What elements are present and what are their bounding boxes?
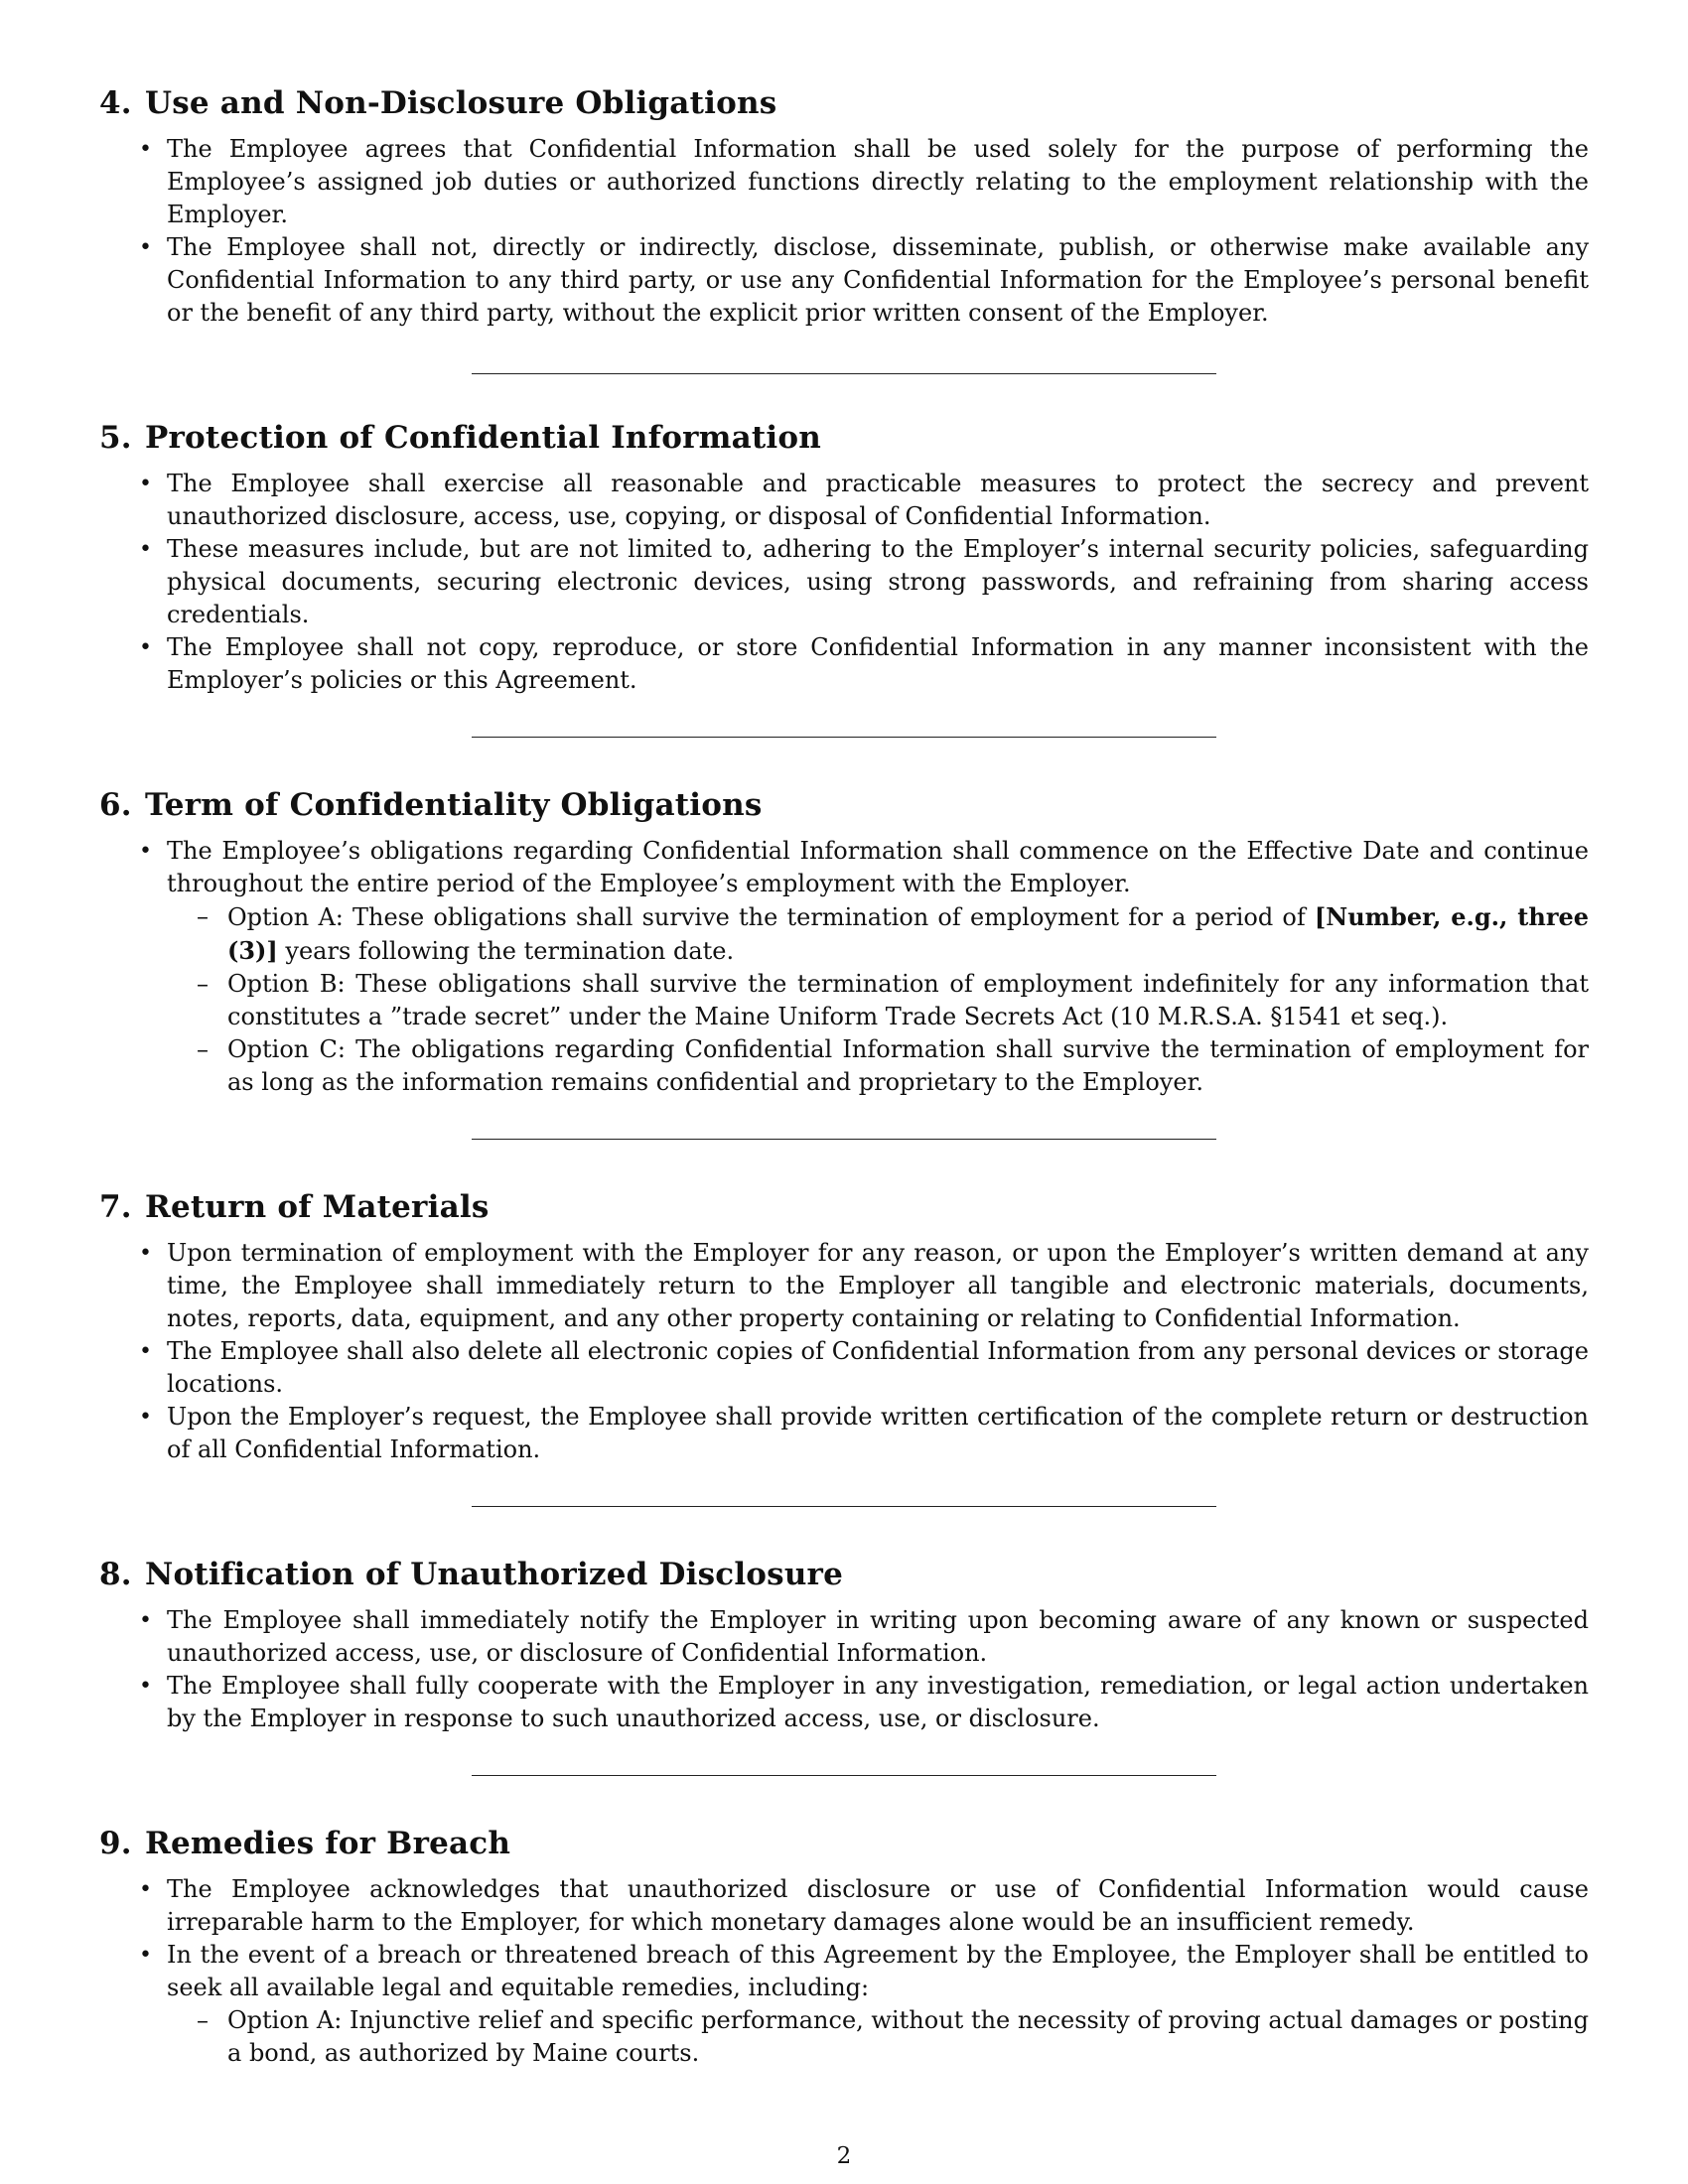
list-item-text: These measures include, but are not limited to, adhering to the Employer’s internal security policies, safeguarding physical documents, securing electronic devices, using strong passwords, and refraining from sharing access credentials.: [167, 535, 1589, 628]
list-item: [99, 1604, 1589, 1670]
section-heading: [99, 1555, 1589, 1594]
option-a: [167, 2004, 1589, 2070]
section-heading: [99, 785, 1589, 825]
section-number: 4.: [99, 85, 132, 121]
option-a-text-end: years following the termination date.: [277, 937, 735, 965]
bullet-marker: •: [139, 137, 152, 162]
section-heading: [99, 83, 1589, 123]
list-item: [99, 231, 1589, 330]
section-9: [99, 1824, 1589, 2070]
bullet-list: [99, 1873, 1589, 2070]
list-item-text: The Employee’s obligations regarding Confidential Information shall commence on the Effective Date and continue throughout the entire period of the Employee’s employment with the Employer.: [167, 837, 1589, 897]
bullet-marker: •: [139, 235, 152, 260]
list-item-text: The Employee shall not copy, reproduce, or store Confidential Information in any manner inconsistent with the Employer’s policies or this Agreement.: [167, 633, 1589, 694]
section-divider: [472, 1775, 1216, 1776]
dash-marker: –: [197, 970, 209, 998]
bullet-list: [99, 468, 1589, 697]
list-item: [99, 1873, 1589, 1939]
bullet-marker: •: [139, 537, 152, 562]
list-item-text: The Employee agrees that Confidential Information shall be used solely for the purpose of performing the Employee’s assigned job duties or authorized functions directly relating to the employment relationship with the Employer.: [167, 135, 1589, 228]
section-divider: [472, 373, 1216, 374]
section-5: [99, 418, 1589, 697]
section-heading: [99, 1187, 1589, 1227]
list-item: [99, 1237, 1589, 1335]
list-item: [99, 631, 1589, 697]
section-title: Term of Confidentiality Obligations: [145, 787, 763, 823]
list-item: [99, 1939, 1589, 2070]
list-item: [99, 835, 1589, 1099]
bullet-marker: •: [139, 839, 152, 864]
list-item: [99, 133, 1589, 231]
list-item-text: The Employee shall also delete all electronic copies of Confidential Information from any personal devices or storage locations.: [167, 1337, 1589, 1398]
section-title: Return of Materials: [145, 1189, 490, 1225]
option-c: [167, 1033, 1589, 1099]
section-title: Protection of Confidential Information: [145, 420, 822, 456]
section-number: 8.: [99, 1557, 132, 1592]
bullet-marker: •: [139, 1241, 152, 1266]
section-6: [99, 785, 1589, 1099]
bullet-marker: •: [139, 1877, 152, 1902]
bullet-list: [99, 1604, 1589, 1735]
section-number: 5.: [99, 420, 132, 456]
option-list: [167, 2004, 1589, 2070]
list-item-text: Upon the Employer’s request, the Employee shall provide written certification of the complete return or destruction of all Confidential Information.: [167, 1403, 1589, 1463]
list-item-text: The Employee shall fully cooperate with the Employer in any investigation, remediation, or legal action undertaken by the Employer in response to such unauthorized access, use, or disclosure.: [167, 1672, 1589, 1732]
section-divider: [472, 1506, 1216, 1507]
list-item-text: The Employee acknowledges that unauthorized disclosure or use of Confidential Information would cause irreparable harm to the Employer, for which monetary damages alone would be an insufficient remedy.: [167, 1875, 1589, 1936]
section-title: Use and Non-Disclosure Obligations: [145, 85, 777, 121]
dash-marker: –: [197, 1035, 209, 1063]
duration-placeholder: [Number, e.g., three (3)]: [227, 902, 1589, 965]
bullet-marker: •: [139, 1339, 152, 1364]
bullet-marker: •: [139, 1943, 152, 1968]
list-item: [99, 533, 1589, 631]
bullet-marker: •: [139, 472, 152, 496]
section-7: [99, 1187, 1589, 1466]
option-b: [167, 968, 1589, 1033]
list-item-text: The Employee shall exercise all reasonable and practicable measures to protect the secrecy and prevent unauthorized disclosure, access, use, copying, or disposal of Confidential Information.: [167, 470, 1589, 530]
option-a: [167, 900, 1589, 968]
section-number: 9.: [99, 1826, 132, 1861]
section-divider: [472, 1139, 1216, 1140]
section-title: Remedies for Breach: [145, 1826, 511, 1861]
document-body: [99, 83, 1589, 2070]
page-number: 2: [836, 2143, 852, 2169]
list-item-text: The Employee shall not, directly or indirectly, disclose, disseminate, publish, or otherwise make available any Confidential Information to any third party, or use any Confidential Information for the Employee’s personal benefit or the benefit of any third party, without the explicit prior written consent of the Employer.: [167, 233, 1589, 327]
section-title: Notification of Unauthorized Disclosure: [145, 1557, 844, 1592]
bullet-list: [99, 1237, 1589, 1466]
section-4: [99, 83, 1589, 330]
bullet-marker: •: [139, 1674, 152, 1699]
list-item-text: The Employee shall immediately notify the Employer in writing upon becoming aware of any known or suspected unauthorized access, use, or disclosure of Confidential Information.: [167, 1606, 1589, 1667]
list-item: [99, 1335, 1589, 1401]
option-list: [167, 900, 1589, 1099]
option-text: Option B: These obligations shall survive the termination of employment indefinitely for any information that constitutes a ”trade secret” under the Maine Uniform Trade Secrets Act (10 M.R.S.A. §1541 et seq.).: [227, 970, 1589, 1030]
dash-marker: –: [197, 2006, 209, 2034]
section-heading: [99, 418, 1589, 458]
list-item-text: Upon termination of employment with the Employer for any reason, or upon the Employer’s written demand at any time, the Employee shall immediately return to the Employer all tangible and electronic materials, documents, notes, reports, data, equipment, and any other property containing or relating to Confidential Information.: [167, 1239, 1589, 1332]
list-item: [99, 468, 1589, 533]
list-item: [99, 1670, 1589, 1735]
bullet-marker: •: [139, 1608, 152, 1633]
bullet-marker: •: [139, 635, 152, 660]
section-number: 6.: [99, 787, 132, 823]
list-item-text: In the event of a breach or threatened breach of this Agreement by the Employee, the Employer shall be entitled to seek all available legal and equitable remedies, including:: [167, 1941, 1589, 2001]
bullet-list: [99, 835, 1589, 1099]
list-item: [99, 1401, 1589, 1466]
option-a-text-start: Option A: These obligations shall survive the termination of employment for a period of: [227, 903, 1315, 931]
option-text: Option A: Injunctive relief and specific performance, without the necessity of proving actual damages or posting a bond, as authorized by Maine courts.: [227, 2006, 1589, 2067]
section-number: 7.: [99, 1189, 132, 1225]
bullet-list: [99, 133, 1589, 330]
section-heading: [99, 1824, 1589, 1863]
dash-marker: –: [197, 902, 209, 930]
section-divider: [472, 737, 1216, 738]
section-8: [99, 1555, 1589, 1735]
option-text: Option C: The obligations regarding Confidential Information shall survive the termination of employment for as long as the information remains confidential and proprietary to the Employer.: [227, 1035, 1589, 1096]
bullet-marker: •: [139, 1405, 152, 1430]
